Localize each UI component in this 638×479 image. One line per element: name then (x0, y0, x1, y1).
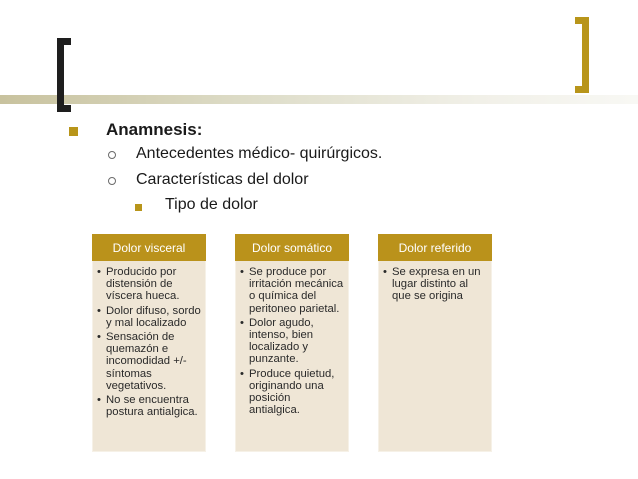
card-dolor-visceral (92, 234, 206, 452)
list-item: • Se produce por irritación mecánica o química del peritoneo parietal. (240, 266, 344, 315)
bullet-tipo-de-dolor: Tipo de dolor (165, 196, 258, 213)
header-band (0, 95, 638, 104)
left-bracket-decoration (57, 38, 64, 112)
circle-bullet-icon (108, 151, 116, 159)
list-item: • Se expresa en un lugar distinto al que se origina (383, 266, 487, 303)
card-dolor-referido (378, 234, 492, 452)
card-body (378, 261, 492, 452)
bullet-caracteristicas: Características del dolor (136, 171, 309, 188)
card-body (92, 261, 206, 452)
bullet-antecedentes: Antecedentes médico- quirúrgicos. (136, 145, 383, 162)
list-item: • Sensación de quemazón e incomodidad +/- síntomas vegetativos. (97, 331, 201, 392)
card-dolor-somatico (235, 234, 349, 452)
square-bullet-icon (135, 204, 142, 211)
card-body (235, 261, 349, 452)
card-list (97, 266, 201, 418)
list-item: • Dolor difuso, sordo y mal localizado (97, 305, 201, 329)
list-item: • Dolor agudo, intenso, bien localizado y punzante. (240, 317, 344, 366)
list-item: • No se encuentra postura antialgica. (97, 394, 201, 418)
card-list (383, 266, 487, 303)
card-title: Dolor referido (378, 234, 492, 261)
right-bracket-decoration (582, 17, 589, 93)
bullet-anamnesis: Anamnesis: (106, 120, 203, 139)
circle-bullet-icon (108, 177, 116, 185)
card-title: Dolor somático (235, 234, 349, 261)
square-bullet-icon (69, 127, 78, 136)
list-item: • Produce quietud, originando una posición antialgica. (240, 368, 344, 417)
list-item: • Producido por distensión de víscera hueca. (97, 266, 201, 303)
card-title: Dolor visceral (92, 234, 206, 261)
card-list (240, 266, 344, 416)
